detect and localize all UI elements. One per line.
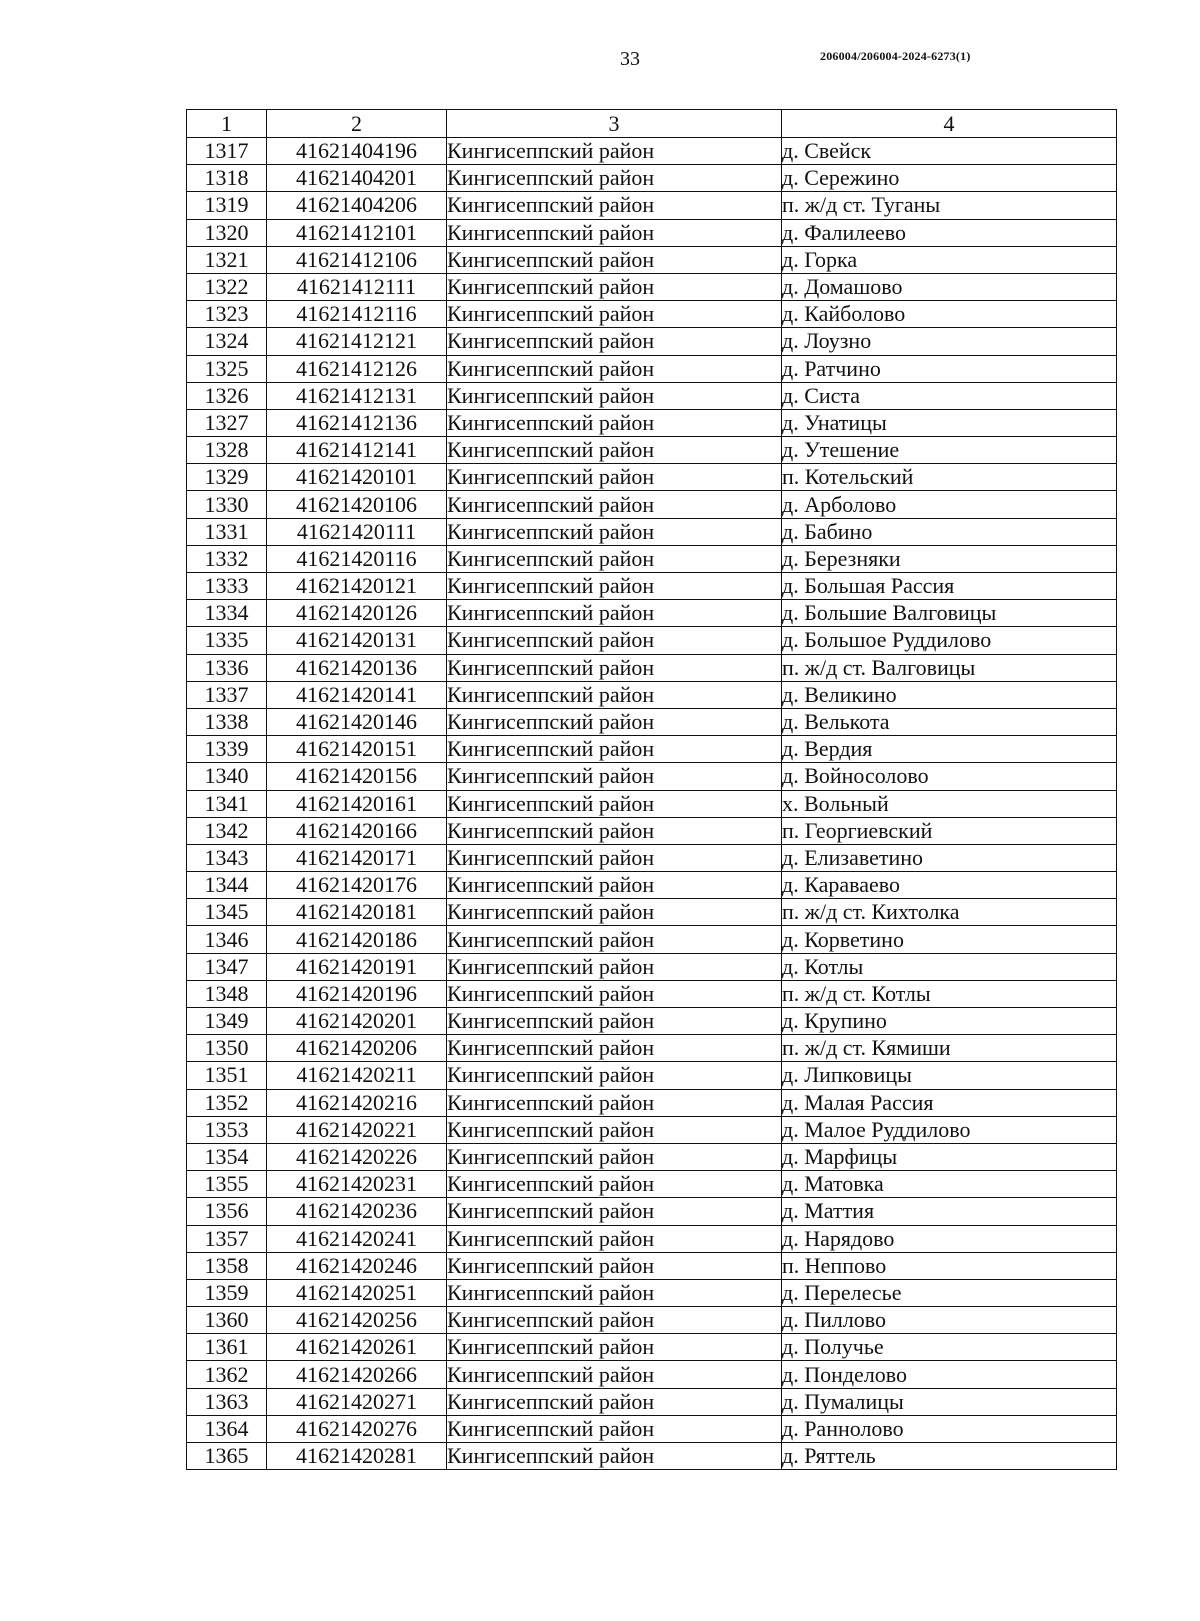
code-cell: 41621420176 (267, 872, 447, 899)
district-cell: Кингисеппский район (447, 328, 782, 355)
row-number-cell: 1351 (187, 1062, 267, 1089)
code-cell: 41621420256 (267, 1307, 447, 1334)
district-cell: Кингисеппский район (447, 1008, 782, 1035)
code-cell: 41621420246 (267, 1252, 447, 1279)
row-number-cell: 1352 (187, 1089, 267, 1116)
district-cell: Кингисеппский район (447, 437, 782, 464)
district-cell: Кингисеппский район (447, 1089, 782, 1116)
settlement-cell: д. Ряттель (782, 1443, 1117, 1470)
settlement-cell: д. Матовка (782, 1171, 1117, 1198)
row-number-cell: 1338 (187, 708, 267, 735)
settlement-cell: д. Малое Руддилово (782, 1116, 1117, 1143)
page-number: 33 (620, 48, 640, 70)
table-row (187, 872, 1117, 899)
code-cell: 41621420151 (267, 736, 447, 763)
row-number-cell: 1362 (187, 1361, 267, 1388)
row-number-cell: 1325 (187, 355, 267, 382)
table-row (187, 219, 1117, 246)
table-row (187, 899, 1117, 926)
settlement-cell: п. ж/д ст. Кямиши (782, 1035, 1117, 1062)
row-number-cell: 1342 (187, 817, 267, 844)
code-cell: 41621420221 (267, 1116, 447, 1143)
settlement-cell: д. Унатицы (782, 409, 1117, 436)
header-row (187, 110, 1117, 138)
code-cell: 41621412116 (267, 301, 447, 328)
code-cell: 41621420206 (267, 1035, 447, 1062)
code-cell: 41621420116 (267, 545, 447, 572)
row-number-cell: 1333 (187, 573, 267, 600)
settlement-cell: д. Малая Рассия (782, 1089, 1117, 1116)
row-number-cell: 1350 (187, 1035, 267, 1062)
row-number-cell: 1354 (187, 1143, 267, 1170)
table-row (187, 1035, 1117, 1062)
row-number-cell: 1319 (187, 192, 267, 219)
settlement-cell: д. Утешение (782, 437, 1117, 464)
table-row (187, 1062, 1117, 1089)
district-cell: Кингисеппский район (447, 1225, 782, 1252)
table-row (187, 1008, 1117, 1035)
settlement-cell: п. ж/д ст. Валговицы (782, 654, 1117, 681)
row-number-cell: 1329 (187, 464, 267, 491)
code-cell: 41621420271 (267, 1388, 447, 1415)
table-row (187, 1116, 1117, 1143)
row-number-cell: 1322 (187, 273, 267, 300)
code-cell: 41621412101 (267, 219, 447, 246)
code-cell: 41621420181 (267, 899, 447, 926)
column-header-3: 3 (447, 110, 782, 138)
table-row (187, 192, 1117, 219)
district-cell: Кингисеппский район (447, 654, 782, 681)
settlement-cell: д. Лоузно (782, 328, 1117, 355)
settlement-cell: х. Вольный (782, 790, 1117, 817)
district-cell: Кингисеппский район (447, 491, 782, 518)
code-cell: 41621420196 (267, 980, 447, 1007)
table-row (187, 273, 1117, 300)
settlement-cell: д. Велькота (782, 708, 1117, 735)
settlement-cell: д. Великино (782, 681, 1117, 708)
district-cell: Кингисеппский район (447, 1415, 782, 1442)
row-number-cell: 1332 (187, 545, 267, 572)
district-cell: Кингисеппский район (447, 382, 782, 409)
district-cell: Кингисеппский район (447, 1062, 782, 1089)
district-cell: Кингисеппский район (447, 464, 782, 491)
row-number-cell: 1356 (187, 1198, 267, 1225)
registry-table (186, 109, 1117, 1470)
table-row (187, 1388, 1117, 1415)
district-cell: Кингисеппский район (447, 1143, 782, 1170)
table-row (187, 953, 1117, 980)
settlement-cell: д. Свейск (782, 138, 1117, 165)
settlement-cell: п. Неппово (782, 1252, 1117, 1279)
settlement-cell: д. Котлы (782, 953, 1117, 980)
district-cell: Кингисеппский район (447, 1035, 782, 1062)
row-number-cell: 1340 (187, 763, 267, 790)
table-row (187, 464, 1117, 491)
settlement-cell: д. Бабино (782, 518, 1117, 545)
table-row (187, 1307, 1117, 1334)
district-cell: Кингисеппский район (447, 1361, 782, 1388)
table-row (187, 1415, 1117, 1442)
settlement-cell: д. Крупино (782, 1008, 1117, 1035)
table-row (187, 382, 1117, 409)
district-cell: Кингисеппский район (447, 980, 782, 1007)
row-number-cell: 1323 (187, 301, 267, 328)
table-row (187, 844, 1117, 871)
code-cell: 41621420156 (267, 763, 447, 790)
table-row (187, 301, 1117, 328)
settlement-cell: д. Арболово (782, 491, 1117, 518)
district-cell: Кингисеппский район (447, 790, 782, 817)
settlement-cell: п. ж/д ст. Туганы (782, 192, 1117, 219)
row-number-cell: 1347 (187, 953, 267, 980)
district-cell: Кингисеппский район (447, 953, 782, 980)
code-cell: 41621420251 (267, 1279, 447, 1306)
district-cell: Кингисеппский район (447, 1443, 782, 1470)
code-cell: 41621420121 (267, 573, 447, 600)
table-row (187, 1198, 1117, 1225)
code-cell: 41621420236 (267, 1198, 447, 1225)
settlement-cell: д. Большая Рассия (782, 573, 1117, 600)
settlement-cell: д. Караваево (782, 872, 1117, 899)
settlement-cell: д. Кайболово (782, 301, 1117, 328)
settlement-cell: д. Ратчино (782, 355, 1117, 382)
settlement-cell: д. Большое Руддилово (782, 627, 1117, 654)
table-row (187, 491, 1117, 518)
settlement-cell: д. Березняки (782, 545, 1117, 572)
code-cell: 41621420101 (267, 464, 447, 491)
code-cell: 41621420111 (267, 518, 447, 545)
table-row (187, 763, 1117, 790)
district-cell: Кингисеппский район (447, 1279, 782, 1306)
settlement-cell: д. Липковицы (782, 1062, 1117, 1089)
settlement-cell: д. Корветино (782, 926, 1117, 953)
district-cell: Кингисеппский район (447, 1171, 782, 1198)
table-row (187, 1334, 1117, 1361)
settlement-cell: д. Фалилеево (782, 219, 1117, 246)
district-cell: Кингисеппский район (447, 246, 782, 273)
table-row (187, 1443, 1117, 1470)
table-row (187, 1143, 1117, 1170)
code-cell: 41621412121 (267, 328, 447, 355)
code-cell: 41621412106 (267, 246, 447, 273)
district-cell: Кингисеппский район (447, 817, 782, 844)
row-number-cell: 1334 (187, 600, 267, 627)
code-cell: 41621420266 (267, 1361, 447, 1388)
table-row (187, 1225, 1117, 1252)
row-number-cell: 1346 (187, 926, 267, 953)
code-cell: 41621420231 (267, 1171, 447, 1198)
row-number-cell: 1321 (187, 246, 267, 273)
row-number-cell: 1331 (187, 518, 267, 545)
district-cell: Кингисеппский район (447, 899, 782, 926)
row-number-cell: 1355 (187, 1171, 267, 1198)
table-row (187, 518, 1117, 545)
district-cell: Кингисеппский район (447, 1388, 782, 1415)
code-cell: 41621404206 (267, 192, 447, 219)
code-cell: 41621420201 (267, 1008, 447, 1035)
district-cell: Кингисеппский район (447, 1116, 782, 1143)
code-cell: 41621420106 (267, 491, 447, 518)
settlement-cell: д. Пумалицы (782, 1388, 1117, 1415)
code-cell: 41621420146 (267, 708, 447, 735)
district-cell: Кингисеппский район (447, 138, 782, 165)
district-cell: Кингисеппский район (447, 355, 782, 382)
table-body (187, 138, 1117, 1470)
district-cell: Кингисеппский район (447, 192, 782, 219)
code-cell: 41621420186 (267, 926, 447, 953)
table-row (187, 926, 1117, 953)
table-row (187, 355, 1117, 382)
table-row (187, 708, 1117, 735)
settlement-cell: д. Елизаветино (782, 844, 1117, 871)
district-cell: Кингисеппский район (447, 627, 782, 654)
code-cell: 41621420136 (267, 654, 447, 681)
row-number-cell: 1364 (187, 1415, 267, 1442)
code-cell: 41621420261 (267, 1334, 447, 1361)
row-number-cell: 1360 (187, 1307, 267, 1334)
table-row (187, 1252, 1117, 1279)
district-cell: Кингисеппский район (447, 573, 782, 600)
code-cell: 41621420226 (267, 1143, 447, 1170)
row-number-cell: 1359 (187, 1279, 267, 1306)
district-cell: Кингисеппский район (447, 708, 782, 735)
table-row (187, 1279, 1117, 1306)
district-cell: Кингисеппский район (447, 219, 782, 246)
table-row (187, 980, 1117, 1007)
code-cell: 41621420241 (267, 1225, 447, 1252)
row-number-cell: 1317 (187, 138, 267, 165)
row-number-cell: 1326 (187, 382, 267, 409)
row-number-cell: 1341 (187, 790, 267, 817)
district-cell: Кингисеппский район (447, 409, 782, 436)
table-row (187, 409, 1117, 436)
settlement-cell: д. Войносолово (782, 763, 1117, 790)
table-row (187, 654, 1117, 681)
district-cell: Кингисеппский район (447, 1307, 782, 1334)
table-row (187, 736, 1117, 763)
table-row (187, 246, 1117, 273)
district-cell: Кингисеппский район (447, 1334, 782, 1361)
settlement-cell: д. Маттия (782, 1198, 1117, 1225)
settlement-cell: д. Получье (782, 1334, 1117, 1361)
code-cell: 41621412111 (267, 273, 447, 300)
code-cell: 41621404201 (267, 165, 447, 192)
district-cell: Кингисеппский район (447, 1198, 782, 1225)
district-cell: Кингисеппский район (447, 518, 782, 545)
row-number-cell: 1328 (187, 437, 267, 464)
district-cell: Кингисеппский район (447, 763, 782, 790)
table-row (187, 138, 1117, 165)
row-number-cell: 1358 (187, 1252, 267, 1279)
district-cell: Кингисеппский район (447, 844, 782, 871)
table-row (187, 437, 1117, 464)
code-cell: 41621404196 (267, 138, 447, 165)
code-cell: 41621412136 (267, 409, 447, 436)
table-row (187, 1171, 1117, 1198)
row-number-cell: 1320 (187, 219, 267, 246)
settlement-cell: д. Раннолово (782, 1415, 1117, 1442)
code-cell: 41621420161 (267, 790, 447, 817)
settlement-cell: д. Понделово (782, 1361, 1117, 1388)
row-number-cell: 1339 (187, 736, 267, 763)
code-cell: 41621420171 (267, 844, 447, 871)
row-number-cell: 1365 (187, 1443, 267, 1470)
code-cell: 41621420191 (267, 953, 447, 980)
settlement-cell: д. Сережино (782, 165, 1117, 192)
code-cell: 41621412126 (267, 355, 447, 382)
row-number-cell: 1327 (187, 409, 267, 436)
row-number-cell: 1324 (187, 328, 267, 355)
settlement-cell: д. Горка (782, 246, 1117, 273)
row-number-cell: 1335 (187, 627, 267, 654)
column-header-4: 4 (782, 110, 1117, 138)
district-cell: Кингисеппский район (447, 600, 782, 627)
district-cell: Кингисеппский район (447, 301, 782, 328)
code-cell: 41621420276 (267, 1415, 447, 1442)
row-number-cell: 1363 (187, 1388, 267, 1415)
code-cell: 41621420281 (267, 1443, 447, 1470)
row-number-cell: 1357 (187, 1225, 267, 1252)
row-number-cell: 1337 (187, 681, 267, 708)
table-row (187, 328, 1117, 355)
table-row (187, 681, 1117, 708)
row-number-cell: 1345 (187, 899, 267, 926)
code-cell: 41621420216 (267, 1089, 447, 1116)
settlement-cell: д. Марфицы (782, 1143, 1117, 1170)
column-header-2: 2 (267, 110, 447, 138)
table-row (187, 165, 1117, 192)
district-cell: Кингисеппский район (447, 872, 782, 899)
row-number-cell: 1348 (187, 980, 267, 1007)
district-cell: Кингисеппский район (447, 273, 782, 300)
row-number-cell: 1343 (187, 844, 267, 871)
settlement-cell: п. ж/д ст. Котлы (782, 980, 1117, 1007)
table-row (187, 573, 1117, 600)
code-cell: 41621412141 (267, 437, 447, 464)
district-cell: Кингисеппский район (447, 681, 782, 708)
code-cell: 41621420141 (267, 681, 447, 708)
settlement-cell: д. Пиллово (782, 1307, 1117, 1334)
row-number-cell: 1353 (187, 1116, 267, 1143)
settlement-cell: д. Домашово (782, 273, 1117, 300)
district-cell: Кингисеппский район (447, 926, 782, 953)
district-cell: Кингисеппский район (447, 1252, 782, 1279)
code-cell: 41621420166 (267, 817, 447, 844)
table-row (187, 1361, 1117, 1388)
table-row (187, 600, 1117, 627)
row-number-cell: 1318 (187, 165, 267, 192)
code-cell: 41621420131 (267, 627, 447, 654)
settlement-cell: п. Георгиевский (782, 817, 1117, 844)
settlement-cell: д. Нарядово (782, 1225, 1117, 1252)
column-header-1: 1 (187, 110, 267, 138)
document-id: 206004/206004-2024-6273(1) (820, 49, 971, 63)
settlement-cell: п. ж/д ст. Кихтолка (782, 899, 1117, 926)
row-number-cell: 1330 (187, 491, 267, 518)
row-number-cell: 1336 (187, 654, 267, 681)
row-number-cell: 1344 (187, 872, 267, 899)
table-row (187, 1089, 1117, 1116)
table-row (187, 627, 1117, 654)
settlement-cell: д. Большие Валговицы (782, 600, 1117, 627)
code-cell: 41621420211 (267, 1062, 447, 1089)
settlement-cell: д. Вердия (782, 736, 1117, 763)
table-row (187, 817, 1117, 844)
code-cell: 41621412131 (267, 382, 447, 409)
code-cell: 41621420126 (267, 600, 447, 627)
settlement-cell: д. Перелесье (782, 1279, 1117, 1306)
table-row (187, 790, 1117, 817)
settlement-cell: п. Котельский (782, 464, 1117, 491)
row-number-cell: 1361 (187, 1334, 267, 1361)
row-number-cell: 1349 (187, 1008, 267, 1035)
district-cell: Кингисеппский район (447, 165, 782, 192)
district-cell: Кингисеппский район (447, 545, 782, 572)
settlement-cell: д. Систа (782, 382, 1117, 409)
table-row (187, 545, 1117, 572)
table-header (187, 110, 1117, 138)
district-cell: Кингисеппский район (447, 736, 782, 763)
